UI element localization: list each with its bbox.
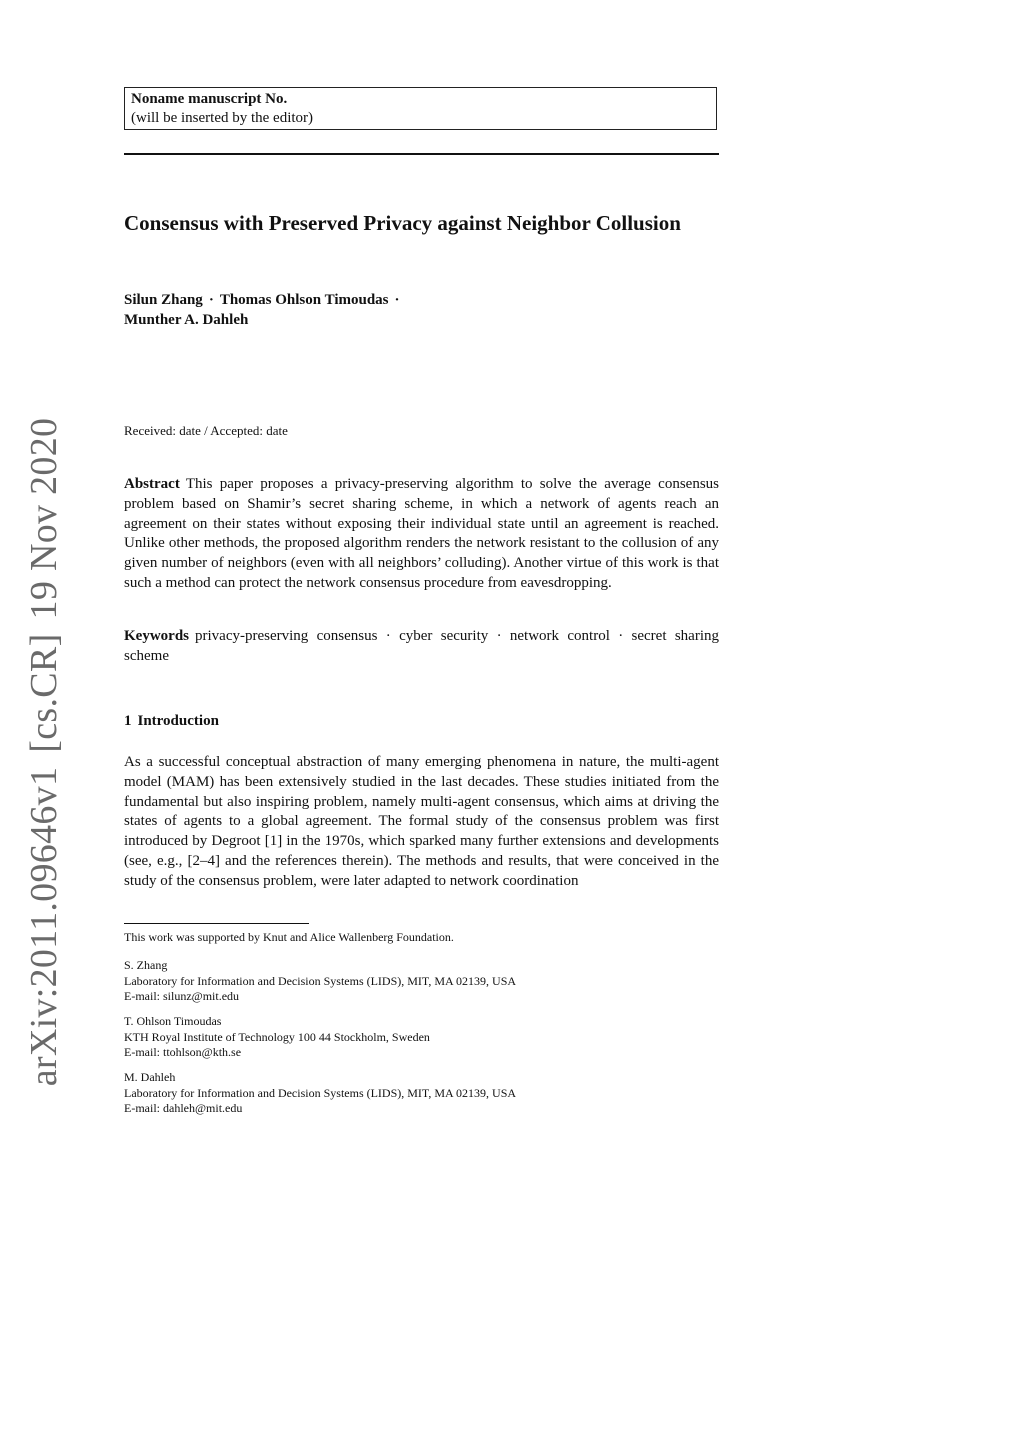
affiliation-email: E-mail: dahleh@mit.edu [124,1101,243,1116]
affiliation-institution: KTH Royal Institute of Technology 100 44 Stockholm, Sweden [124,1029,430,1044]
keywords-label: Keywords [124,628,189,644]
affiliation-zhang [124,958,719,1005]
affiliation-name: T. Ohlson Timoudas [124,1014,222,1028]
section-heading [124,713,219,730]
section-title: Introduction [137,713,219,729]
affiliation-name: M. Dahleh [124,1070,176,1084]
title-rule [124,153,719,155]
author-2: Thomas Ohlson Timoudas [219,292,389,308]
arxiv-id: arXiv:2011.09646v1 [23,766,65,1087]
arxiv-date: 19 Nov 2020 [23,417,65,620]
author-list [124,290,724,330]
received-accepted-dates: Received: date / Accepted: date [124,423,288,438]
author-3: Munther A. Dahleh [124,312,249,328]
keywords [124,627,719,667]
affiliation-name: S. Zhang [124,958,168,972]
keywords-text: privacy-preserving consensus · cyber security · network control · secret sharing scheme [124,628,719,664]
author-1: Silun Zhang [124,292,203,308]
section-number: 1 [124,713,132,729]
abstract-label: Abstract [124,476,180,492]
abstract-text: This paper proposes a privacy-preserving algorithm to solve the average consensus problem based on Shamir’s secret sharing scheme, in which a network of agents reach an agreement on their states without exposing their individual state until an agreement is reached. Unlike other methods, the proposed algorithm renders the network resistant to the collusion of any given number of neighbors (even with all neighbors’ colluding). Another virtue of this work is that such a method can protect the network consensus procedure from eavesdropping. [124,476,719,591]
author-separator: · [394,292,400,308]
paper-title: Consensus with Preserved Privacy against Neighbor Collusion [124,211,681,235]
affiliation-email: E-mail: silunz@mit.edu [124,989,240,1004]
introduction-paragraph: As a successful conceptual abstraction of many emerging phenomena in nature, the multi-agent model (MAM) has been extensively studied in the last decades. These studies initiated from the fundamental but also inspiring problem, namely multi-agent consensus, which aims at driving the states of agents to a global agreement. The formal study of the consensus problem was first introduced by Degroot [1] in the 1970s, which sparked many further extensions and developments (see, e.g., [2–4] and the references therein). The methods and results, that were conceived in the study of the consensus problem, were later adapted to network coordination [124,754,719,889]
affiliation-ohlson-timoudas [124,1014,719,1061]
funding-note: This work was supported by Knut and Alice Wallenberg Foundation. [124,930,454,944]
affiliation-institution: Laboratory for Information and Decision Systems (LIDS), MIT, MA 02139, USA [124,1085,517,1100]
manuscript-box [124,87,717,130]
manuscript-note: (will be inserted by the editor) [131,110,314,126]
abstract [124,475,719,594]
affiliation-institution: Laboratory for Information and Decision Systems (LIDS), MIT, MA 02139, USA [124,973,517,988]
author-separator: · [208,292,214,308]
footnote-rule [124,923,309,924]
affiliation-email: E-mail: ttohlson@kth.se [124,1045,242,1060]
arxiv-category: [cs.CR] [23,633,65,753]
arxiv-side-stamp [22,404,66,1087]
manuscript-number: Noname manuscript No. [131,91,288,107]
affiliation-dahleh [124,1070,719,1117]
